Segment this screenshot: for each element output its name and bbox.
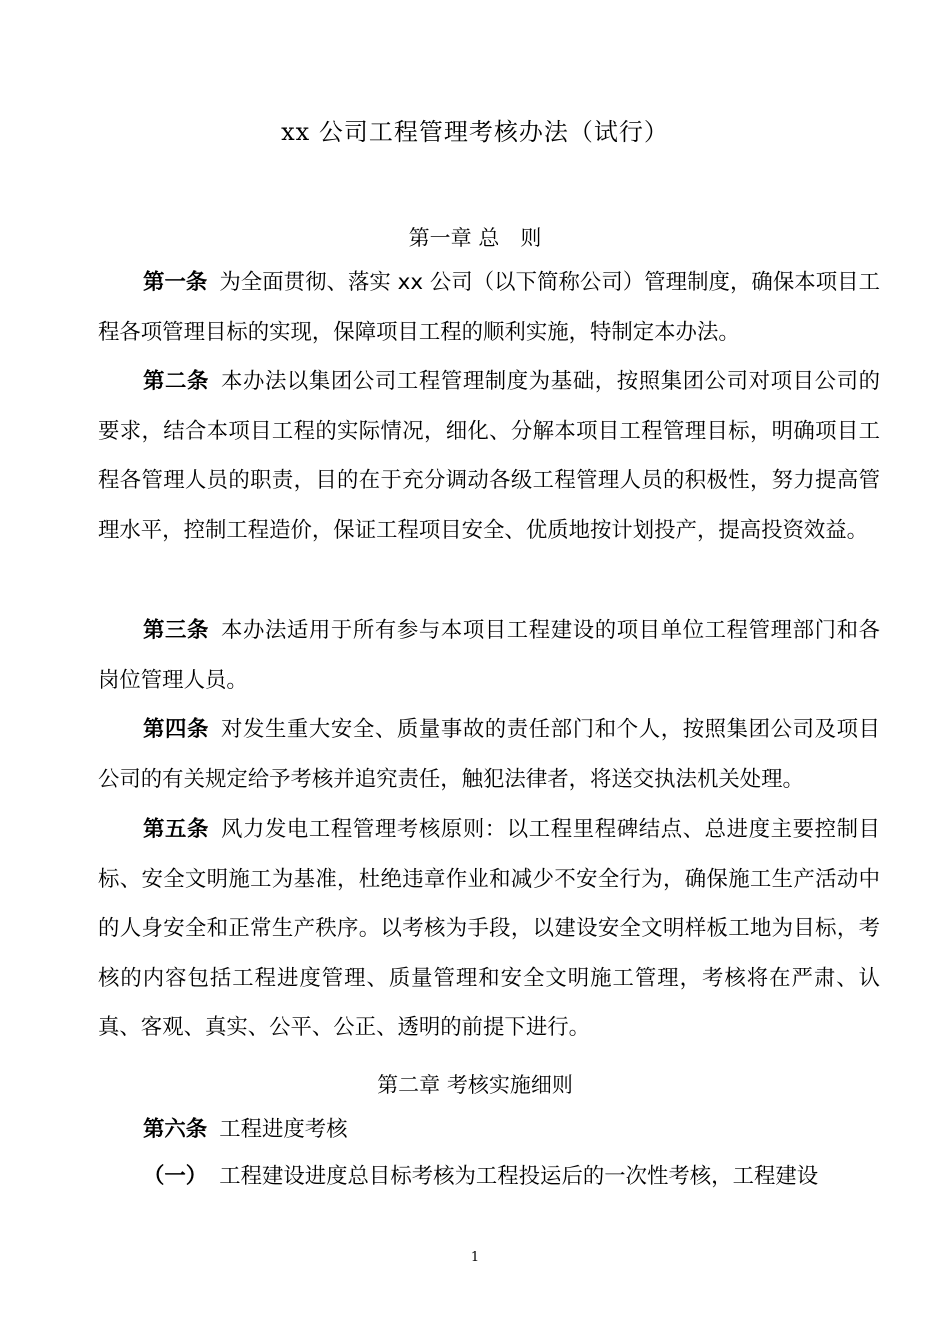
article-1-text: 为全面贯彻、落实 xx 公司（以下简称公司）管理制度，确保本项目工程各项管理目标的实现，保障项目工程的顺利实施，特制定本办法。	[98, 270, 880, 345]
article-4-text: 对发生重大安全、质量事故的责任部门和个人，按照集团公司及项目公司的有关规定给予考核并追究责任，触犯法律者，将送交执法机关处理。	[98, 717, 880, 792]
article-5-text: 风力发电工程管理考核原则：以工程里程碑结点、总进度主要控制目标、安全文明施工为基准，杜绝违章作业和减少不安全行为，确保施工生产活动中的人身安全和正常生产秩序。以考核为手段，以建设安全文明样板工地为目标，考核的内容包括工程进度管理、质量管理和安全文明施工管理，考核将在严肃、认真、客观、真实、公平、公正、透明的前提下进行。	[98, 817, 880, 1041]
item-1-text: 工程建设进度总目标考核为工程投运后的一次性考核，工程建设	[219, 1164, 819, 1189]
article-4-label: 第四条	[143, 717, 209, 742]
article-1-label: 第一条	[143, 270, 208, 295]
article-5-label: 第五条	[143, 817, 209, 842]
article-3-label: 第三条	[143, 618, 209, 643]
document-title: xx 公司工程管理考核办法（试行）	[281, 118, 669, 146]
item-1-label: （一）	[143, 1164, 208, 1189]
article-2-text: 本办法以集团公司工程管理制度为基础，按照集团公司对项目公司的要求，结合本项目工程的实际情况，细化、分解本项目工程管理目标，明确项目工程各管理人员的职责，目的在于充分调动各级工程管理人员的积极性，努力提高管理水平，控制工程造价，保证工程项目安全、优质地按计划投产，提高投资效益。	[98, 369, 880, 543]
article-2	[98, 357, 880, 555]
article-1	[98, 258, 880, 357]
article-4	[98, 705, 880, 804]
article-6-label: 第六条	[143, 1117, 208, 1142]
page-number: 1	[470, 1250, 480, 1265]
article-6-text: 工程进度考核	[219, 1117, 348, 1142]
chapter-1-heading: 第一章 总 则	[408, 226, 542, 250]
item-1	[98, 1152, 880, 1202]
chapter-2-heading: 第二章 考核实施细则	[377, 1073, 573, 1097]
article-2-label: 第二条	[143, 369, 209, 394]
article-6	[98, 1105, 880, 1155]
article-3-text: 本办法适用于所有参与本项目工程建设的项目单位工程管理部门和各岗位管理人员。	[98, 618, 880, 693]
article-5	[98, 805, 880, 1053]
article-3	[98, 606, 880, 705]
